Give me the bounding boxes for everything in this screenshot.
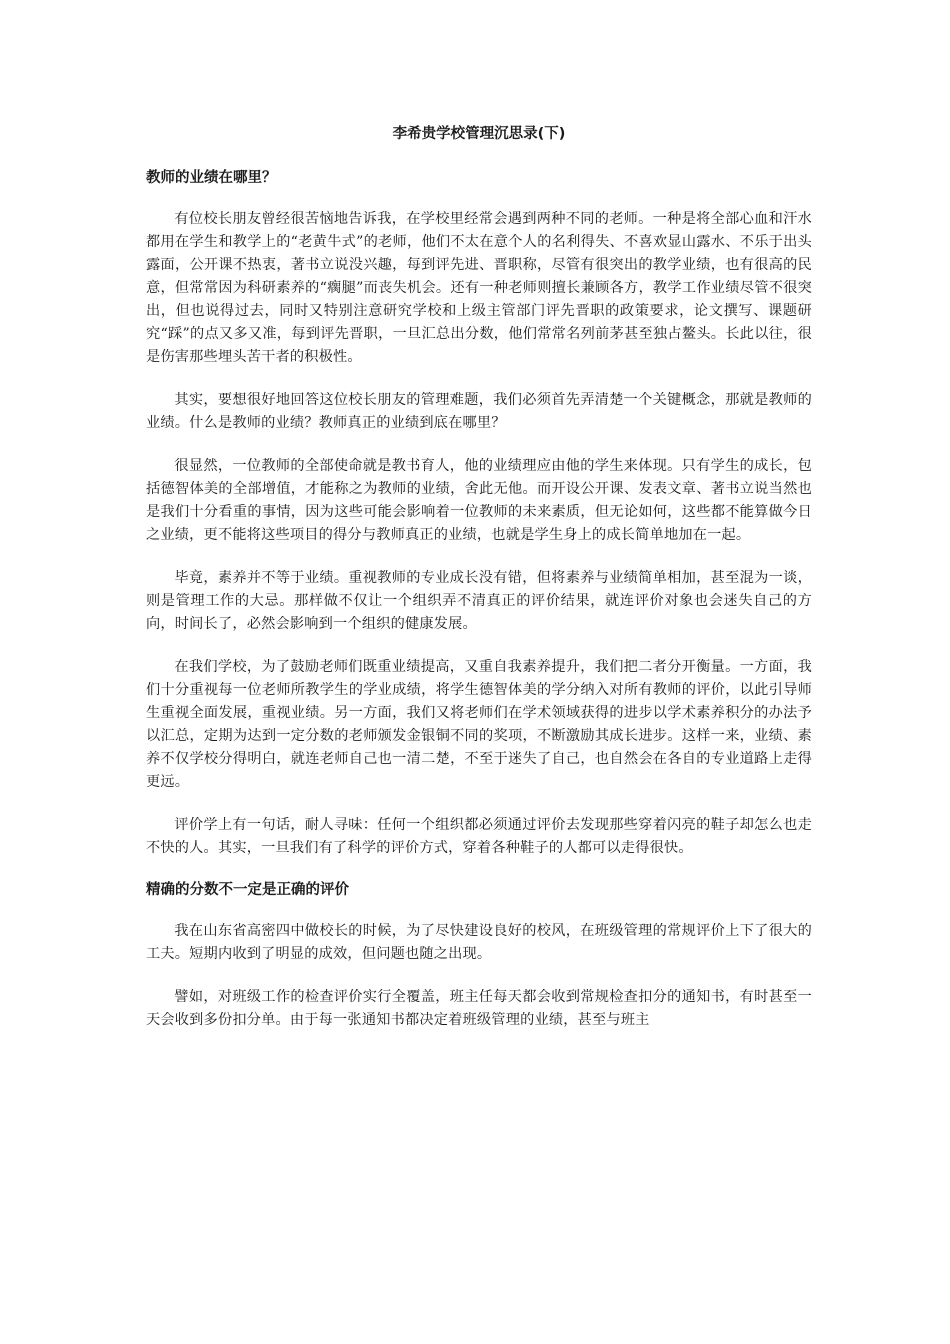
paragraph: 很显然，一位教师的全部使命就是教书育人，他的业绩理应由他的学生来体现。只有学生的成长，包括德智体美的全部增值，才能称之为教师的业绩，舍此无他。而开设公开课、发表文章、著书立说当然也是我们十分看重的事情，因为这些可能会影响着一位教师的未来素质，但无论如何，这些都不能算做今日之业绩，更不能将这些项目的得分与教师真正的业绩，也就是学生身上的成长简单地加在一起。 <box>146 458 812 543</box>
paragraph: 在我们学校，为了鼓励老师们既重业绩提高，又重自我素养提升，我们把二者分开衡量。一方面，我们十分重视每一位老师所教学生的学业成绩，将学生德智体美的学分纳入对所有教师的评价，以此引导师生重视全面发展，重视业绩。另一方面，我们又将老师们在学术领域获得的进步以学术素养积分的办法予以汇总，定期为达到一定分数的老师颁发金银铜不同的奖项，不断激励其成长进步。这样一来，业绩、素养不仅学校分得明白，就连老师自己也一清二楚，不至于迷失了自己，也自然会在各自的专业道路上走得更远。 <box>146 659 812 790</box>
paragraph: 毕竟，素养并不等于业绩。重视教师的专业成长没有错，但将素养与业绩简单相加，甚至混为一谈，则是管理工作的大忌。那样做不仅让一个组织弄不清真正的评价结果，就连评价对象也会迷失自己的方向，时间长了，必然会影响到一个组织的健康发展。 <box>146 570 812 632</box>
document-title: 李希贵学校管理沉思录(下) <box>392 126 566 142</box>
paragraph: 有位校长朋友曾经很苦恼地告诉我，在学校里经常会遇到两种不同的老师。一种是将全部心血和汗水都用在学生和教学上的“老黄牛式”的老师，他们不太在意个人的名利得失、不喜欢显山露水、不乐于出头露面，公开课不热衷，著书立说没兴趣，每到评先进、晋职称，尽管有很突出的教学业绩，也有很高的民意，但常常因为科研素养的“瘸腿”而丧失机会。还有一种老师则擅长兼顾各方，教学工作业绩尽管不很突出，但也说得过去，同时又特别注意研究学校和上级主管部门评先晋职的政策要求，论文撰写、课题研究“踩”的点又多又准，每到评先晋职，一旦汇总出分数，他们常常名列前茅甚至独占鳌头。长此以往，很是伤害那些埋头苦干者的积极性。 <box>146 211 812 365</box>
paragraph: 我在山东省高密四中做校长的时候，为了尽快建设良好的校风，在班级管理的常规评价上下了很大的工夫。短期内收到了明显的成效，但问题也随之出现。 <box>146 923 812 962</box>
document-page <box>146 124 812 1032</box>
section-heading: 精确的分数不一定是正确的评价 <box>146 882 349 898</box>
section-teacher-performance <box>146 168 812 860</box>
section-precise-scores <box>146 880 812 1032</box>
paragraph: 譬如，对班级工作的检查评价实行全覆盖，班主任每天都会收到常规检查扣分的通知书，有时甚至一天会收到多份扣分单。由于每一张通知书都决定着班级管理的业绩，甚至与班主 <box>146 989 812 1028</box>
paragraph: 其实，要想很好地回答这位校长朋友的管理难题，我们必须首先弄清楚一个关键概念，那就是教师的业绩。什么是教师的业绩？教师真正的业绩到底在哪里？ <box>146 392 812 431</box>
section-heading: 教师的业绩在哪里？ <box>146 170 277 186</box>
paragraph: 评价学上有一句话，耐人寻味：任何一个组织都必须通过评价去发现那些穿着闪亮的鞋子却怎么也走不快的人。其实，一旦我们有了科学的评价方式，穿着各种鞋子的人都可以走得很快。 <box>146 817 812 856</box>
